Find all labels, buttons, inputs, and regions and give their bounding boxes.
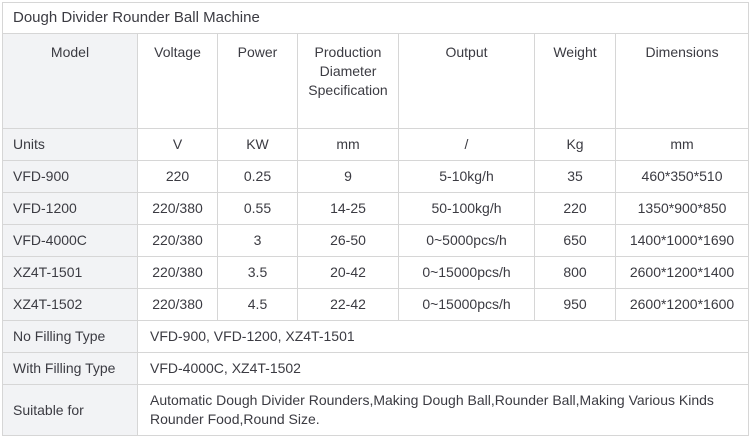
cell-voltage: 220/380: [138, 225, 218, 257]
cell-weight: 35: [535, 161, 616, 193]
table-row-xz4t-1501: [3, 257, 749, 289]
cell-power: KW: [218, 129, 298, 161]
cell-power: 0.25: [218, 161, 298, 193]
cell-weight: Kg: [535, 129, 616, 161]
cell-power: 0.55: [218, 193, 298, 225]
cell-weight: 220: [535, 193, 616, 225]
row-value: VFD-4000C, XZ4T-1502: [138, 353, 749, 385]
column-header-dimensions: Dimensions: [616, 34, 749, 129]
product-spec-table: [2, 2, 749, 436]
cell-power: 4.5: [218, 289, 298, 321]
cell-dimensions: 1350*900*850: [616, 193, 749, 225]
cell-production-diameter-specification: 26-50: [298, 225, 399, 257]
column-header-power: Power: [218, 34, 298, 129]
cell-dimensions: 2600*1200*1400: [616, 257, 749, 289]
cell-voltage: 220/380: [138, 193, 218, 225]
cell-dimensions: 2600*1200*1600: [616, 289, 749, 321]
row-label: XZ4T-1502: [3, 289, 138, 321]
cell-voltage: V: [138, 129, 218, 161]
cell-output: 5-10kg/h: [399, 161, 535, 193]
cell-weight: 950: [535, 289, 616, 321]
column-header-output: Output: [399, 34, 535, 129]
table-row-vfd-4000c: [3, 225, 749, 257]
table-row-suitable-for: [3, 385, 749, 436]
cell-production-diameter-specification: 20-42: [298, 257, 399, 289]
cell-voltage: 220: [138, 161, 218, 193]
row-value: VFD-900, VFD-1200, XZ4T-1501: [138, 321, 749, 353]
cell-voltage: 220/380: [138, 289, 218, 321]
column-header-row: [3, 34, 749, 129]
column-header-voltage: Voltage: [138, 34, 218, 129]
row-label: No Filling Type: [3, 321, 138, 353]
cell-output: /: [399, 129, 535, 161]
row-label: Suitable for: [3, 385, 138, 436]
cell-production-diameter-specification: 14-25: [298, 193, 399, 225]
cell-production-diameter-specification: 22-42: [298, 289, 399, 321]
row-label: With Filling Type: [3, 353, 138, 385]
table-title-row: [3, 3, 749, 34]
cell-power: 3.5: [218, 257, 298, 289]
table-row-xz4t-1502: [3, 289, 749, 321]
table-row-units: [3, 129, 749, 161]
cell-output: 0~5000pcs/h: [399, 225, 535, 257]
table-row-vfd-1200: [3, 193, 749, 225]
row-label: VFD-1200: [3, 193, 138, 225]
row-label: XZ4T-1501: [3, 257, 138, 289]
table-row-vfd-900: [3, 161, 749, 193]
table-title: Dough Divider Rounder Ball Machine: [3, 3, 749, 34]
cell-production-diameter-specification: mm: [298, 129, 399, 161]
cell-output: 0~15000pcs/h: [399, 289, 535, 321]
table-row-no-filling-type: [3, 321, 749, 353]
cell-weight: 650: [535, 225, 616, 257]
row-value: Automatic Dough Divider Rounders,Making Dough Ball,Rounder Ball,Making Various Kinds Rounder Food,Round Size.: [138, 385, 749, 436]
column-header-production-diameter-specification: Production Diameter Specification: [298, 34, 399, 129]
row-label: VFD-900: [3, 161, 138, 193]
row-label: VFD-4000C: [3, 225, 138, 257]
cell-dimensions: mm: [616, 129, 749, 161]
cell-dimensions: 460*350*510: [616, 161, 749, 193]
row-label: Units: [3, 129, 138, 161]
cell-voltage: 220/380: [138, 257, 218, 289]
cell-weight: 800: [535, 257, 616, 289]
table-row-with-filling-type: [3, 353, 749, 385]
cell-production-diameter-specification: 9: [298, 161, 399, 193]
column-header-weight: Weight: [535, 34, 616, 129]
column-header-model: Model: [3, 34, 138, 129]
cell-output: 0~15000pcs/h: [399, 257, 535, 289]
cell-output: 50-100kg/h: [399, 193, 535, 225]
cell-power: 3: [218, 225, 298, 257]
cell-dimensions: 1400*1000*1690: [616, 225, 749, 257]
